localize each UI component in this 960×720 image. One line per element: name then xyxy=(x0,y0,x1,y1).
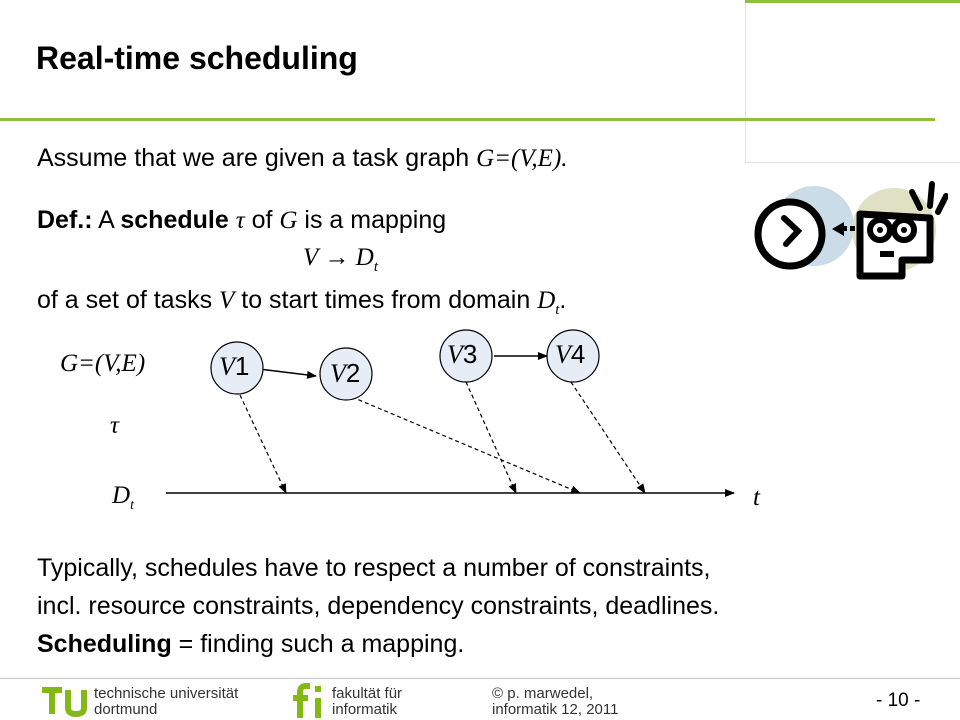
assume-graph-math: G=(V,E). xyxy=(476,145,568,172)
def-schedule-word: schedule xyxy=(120,206,229,234)
mapping-D-sub: t xyxy=(373,259,379,275)
domain-label: $D_t$ xyxy=(112,482,134,513)
assume-text: Assume that we are given a task graph xyxy=(37,144,477,172)
copyright-icon: © xyxy=(492,685,504,702)
node-v4-label: V4 xyxy=(555,339,586,369)
closing-scheduling-word: Scheduling xyxy=(37,630,172,658)
mapping-v4 xyxy=(571,382,645,493)
set-text-b: to start times from domain xyxy=(234,286,538,314)
tau-label: τ xyxy=(110,412,119,439)
mapping-V: V xyxy=(303,244,319,271)
closing-line-3 xyxy=(37,630,464,659)
def-a: A xyxy=(92,206,121,234)
node-v1-label: V1 xyxy=(219,351,250,381)
tu-logo xyxy=(40,684,88,718)
def-tau: τ xyxy=(235,207,245,234)
set-D-sub: t xyxy=(555,302,560,318)
closing-line-1: Typically, schedules have to respect a number of constraints, xyxy=(37,554,711,582)
mapping-v2 xyxy=(352,397,580,493)
def-label: Def.: xyxy=(37,206,93,234)
def-rest: is a mapping xyxy=(297,206,447,234)
footer-rule xyxy=(0,678,960,679)
author-line xyxy=(492,686,593,702)
author-text: p. marwedel, xyxy=(503,685,594,702)
mapping-v1 xyxy=(240,395,286,493)
fi-logo xyxy=(290,682,326,720)
closing-line-2: incl. resource constraints, dependency constraints, deadlines. xyxy=(37,592,720,620)
node-v2-label: V2 xyxy=(330,358,361,388)
mapping-D: D xyxy=(355,244,374,271)
mapping-v3 xyxy=(466,382,516,493)
page-title: Real-time scheduling xyxy=(36,40,358,76)
time-label: t xyxy=(753,484,760,511)
closing-rest: = finding such a mapping. xyxy=(171,630,465,658)
page-number: - 10 - xyxy=(876,690,921,711)
fi-name-line2: informatik xyxy=(332,701,398,718)
set-text-a: of a set of tasks xyxy=(37,286,220,314)
def-of: of xyxy=(244,206,280,234)
node-v3-label: V3 xyxy=(447,339,478,369)
graph-label: G=(V,E) xyxy=(60,350,146,377)
fi-name-line1: fakultät für xyxy=(332,685,403,702)
set-V: V xyxy=(219,287,235,314)
edge-v1-v2 xyxy=(259,369,316,376)
set-D: D xyxy=(537,287,556,314)
mapping-arrow: → xyxy=(324,244,350,271)
tu-name-line2: dortmund xyxy=(94,701,158,718)
tu-name-line1: technische universität xyxy=(94,685,239,702)
set-end: . xyxy=(559,286,567,314)
affiliation-line: informatik 12, 2011 xyxy=(492,701,619,718)
def-G: G xyxy=(279,207,298,234)
